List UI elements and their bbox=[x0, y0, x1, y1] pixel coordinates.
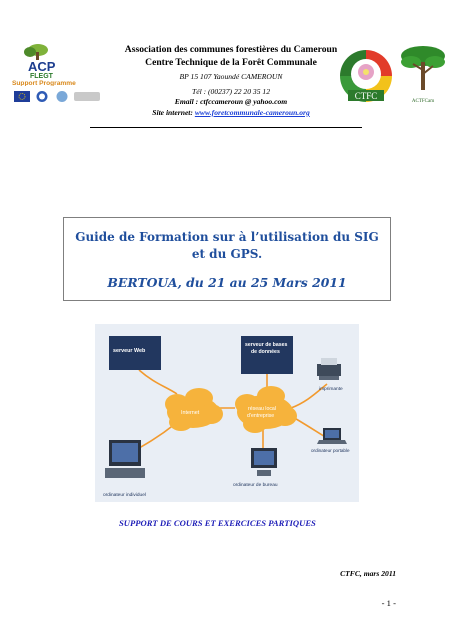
db-server-label-2: de données bbox=[251, 349, 280, 355]
acp-flegt-logo bbox=[10, 40, 110, 86]
personal-computer-icon bbox=[105, 440, 145, 478]
website-link[interactable]: www.foretcommunale-cameroun.org bbox=[194, 108, 310, 117]
ctfc-date: CTFC, mars 2011 bbox=[340, 569, 396, 578]
org-name: Association des communes forestières du Cameroun bbox=[124, 44, 338, 55]
network-diagram bbox=[95, 324, 359, 502]
org-center-name: Centre Technique de la Forêt Communale bbox=[145, 57, 317, 68]
course-support-subtitle: SUPPORT DE COURS ET EXERCICES PARTIQUES bbox=[119, 518, 316, 528]
org-email: Email : ctfccameroun @ yahoo.com bbox=[174, 97, 288, 106]
printer-label: imprimante bbox=[319, 387, 343, 392]
personal-computer-label: ordinateur individuel bbox=[103, 493, 146, 498]
org-phone: Tél : (00237) 22 20 35 12 bbox=[191, 87, 271, 96]
ctfc-logo-text: CTFC bbox=[354, 91, 378, 101]
org-address: BP 15 107 Yaoundé CAMEROUN bbox=[179, 72, 283, 81]
title-location-date: BERTOUA, du 21 au 25 Mars 2011 bbox=[107, 275, 347, 290]
ctfc-logo bbox=[338, 48, 394, 104]
lan-label-2: d’entreprise bbox=[247, 413, 275, 419]
title-line-1: Guide de Formation sur à l’utilisation du SIG bbox=[75, 230, 379, 244]
laptop-label: ordinateur portable bbox=[311, 448, 350, 453]
support-programme-text: Support Programme bbox=[12, 80, 76, 86]
website-label: Site internet: bbox=[152, 108, 195, 117]
document-title-box bbox=[63, 217, 391, 301]
partner-logos bbox=[14, 89, 104, 103]
title-line-2: et du GPS. bbox=[191, 247, 263, 261]
eu-flag-icon bbox=[14, 91, 30, 102]
acp-text: ACP bbox=[28, 59, 56, 74]
actfcam-text: ACTFCam bbox=[411, 99, 435, 104]
org-website bbox=[100, 108, 362, 117]
partner-icon bbox=[57, 91, 68, 102]
office-computer-label: ordinateur de bureau bbox=[233, 483, 278, 488]
partner-badge-icon bbox=[74, 92, 100, 101]
page-number: - 1 - bbox=[381, 598, 396, 608]
internet-label: Internet bbox=[181, 410, 200, 416]
lan-label-1: réseau local bbox=[248, 406, 276, 412]
actfcam-tree-logo bbox=[397, 40, 449, 104]
db-server-label-1: serveur de bases bbox=[245, 342, 288, 348]
web-server-label: serveur Web bbox=[113, 348, 146, 354]
flegt-text: FLEGT bbox=[30, 73, 53, 80]
header-divider bbox=[90, 127, 362, 128]
